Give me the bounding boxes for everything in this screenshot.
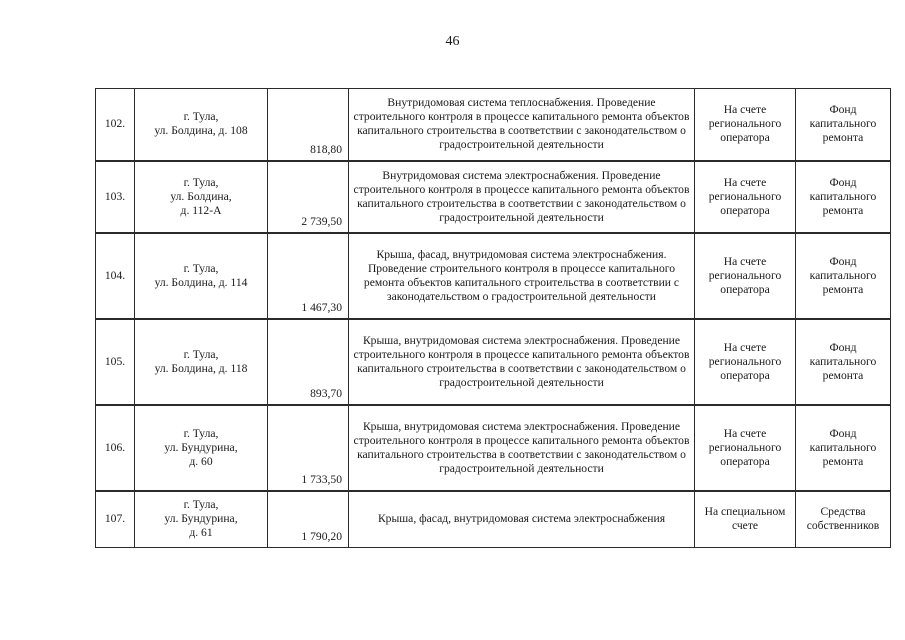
row-number-cell <box>96 491 135 548</box>
funding-method-cell: На счете регионального оператора <box>695 405 796 491</box>
funding-source-cell: Фонд капитального ремонта <box>796 89 891 161</box>
amount-cell: 1 790,20 <box>268 491 349 548</box>
row-number-cell <box>96 319 135 405</box>
row-number: 105. <box>104 354 126 368</box>
address-line: ул. Болдина, д. 118 <box>154 361 248 375</box>
funding-source-cell: Фонд капитального ремонта <box>796 405 891 491</box>
address-line: г. Тула, <box>183 261 219 275</box>
address-line: г. Тула, <box>183 110 219 124</box>
table-row <box>96 161 891 233</box>
funding-source-cell: Фонд капитального ремонта <box>796 233 891 319</box>
work-description-cell <box>349 161 695 233</box>
work-description-cell <box>349 491 695 548</box>
address-cell <box>135 491 268 548</box>
funding-method-cell: На счете регионального оператора <box>695 89 796 161</box>
funding-method-cell: На специальном счете <box>695 491 796 548</box>
address-cell <box>135 405 268 491</box>
funding-source-cell: Фонд капитального ремонта <box>796 161 891 233</box>
table-row <box>96 319 891 405</box>
work-description: Крыша, фасад, внутридомовая система электроснабжения. Проведение строительного контроля в процессе капитального ремонта объектов капитального строительства в соответствии с законодательством о градостроительной деятельности <box>363 247 680 303</box>
address-line: ул. Бундурина, <box>164 440 238 454</box>
row-number-cell <box>96 161 135 233</box>
address-cell <box>135 161 268 233</box>
page-number: 46 <box>445 34 460 49</box>
row-number-cell <box>96 89 135 161</box>
table-row <box>96 405 891 491</box>
amount-cell: 893,70 <box>268 319 349 405</box>
address-line: д. 112-А <box>180 203 222 217</box>
address-line: д. 61 <box>189 526 213 540</box>
row-number: 107. <box>104 512 126 526</box>
amount-cell: 2 739,50 <box>268 161 349 233</box>
work-description: Внутридомовая система теплоснабжения. Проведение строительного контроля в процессе капитального ремонта объектов капитального строительства в соответствии с законодательством о градостроительной деятельности <box>353 96 690 152</box>
address-line: г. Тула, <box>183 426 219 440</box>
address-line: д. 60 <box>189 454 213 468</box>
work-description: Крыша, фасад, внутридомовая система электроснабжения <box>377 512 666 526</box>
funding-source-cell: Фонд капитального ремонта <box>796 319 891 405</box>
amount-cell: 1 467,30 <box>268 233 349 319</box>
address-line: ул. Болдина, <box>170 189 232 203</box>
address-line: г. Тула, <box>183 347 219 361</box>
row-number: 103. <box>104 189 126 203</box>
amount-cell: 1 733,50 <box>268 405 349 491</box>
work-description: Внутридомовая система электроснабжения. Проведение строительного контроля в процессе капитального ремонта объектов капитального строительства в соответствии с законодательством о градостроительной деятельности <box>353 168 690 224</box>
row-number: 102. <box>104 117 126 131</box>
work-description-cell <box>349 319 695 405</box>
funding-source-cell: Средства собственников <box>796 491 891 548</box>
work-description-cell <box>349 89 695 161</box>
work-description: Крыша, внутридомовая система электроснабжения. Проведение строительного контроля в процессе капитального ремонта объектов капитального строительства в соответствии с законодательством о градостроительной деятельности <box>353 333 690 389</box>
repair-table <box>95 88 891 548</box>
funding-method-cell: На счете регионального оператора <box>695 161 796 233</box>
address-cell <box>135 319 268 405</box>
address-line: г. Тула, <box>183 498 219 512</box>
row-number-cell <box>96 405 135 491</box>
work-description-cell <box>349 233 695 319</box>
address-line: г. Тула, <box>183 175 219 189</box>
address-cell <box>135 233 268 319</box>
table-row <box>96 89 891 161</box>
work-description: Крыша, внутридомовая система электроснабжения. Проведение строительного контроля в процессе капитального ремонта объектов капитального строительства в соответствии с законодательством о градостроительной деятельности <box>353 419 690 475</box>
table-row <box>96 233 891 319</box>
table-row <box>96 491 891 548</box>
row-number: 106. <box>104 440 126 454</box>
address-line: ул. Болдина, д. 108 <box>154 124 248 138</box>
funding-method-cell: На счете регионального оператора <box>695 319 796 405</box>
row-number-cell <box>96 233 135 319</box>
funding-method-cell: На счете регионального оператора <box>695 233 796 319</box>
work-description-cell <box>349 405 695 491</box>
address-line: ул. Болдина, д. 114 <box>154 275 248 289</box>
address-line: ул. Бундурина, <box>164 512 238 526</box>
row-number: 104. <box>104 268 126 282</box>
amount-cell: 818,80 <box>268 89 349 161</box>
address-cell <box>135 89 268 161</box>
